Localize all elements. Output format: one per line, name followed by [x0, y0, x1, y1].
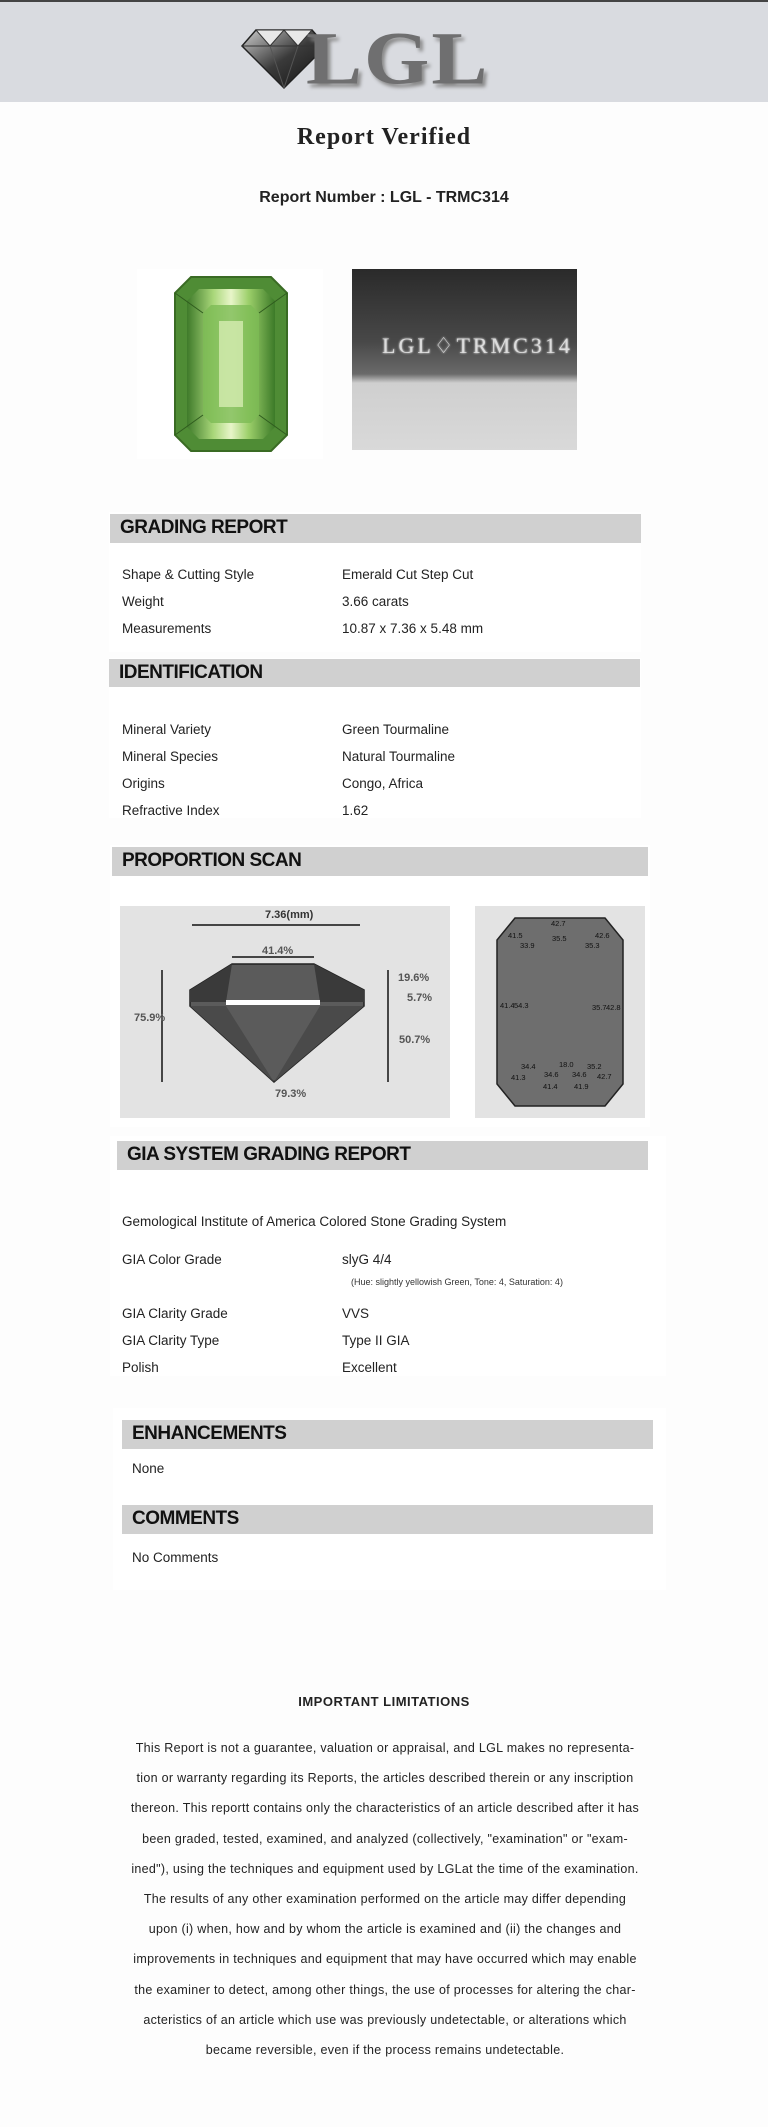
facet-value: 41.9	[574, 1082, 589, 1091]
facet-value: 18.0	[559, 1060, 574, 1069]
row-label: GIA Clarity Grade	[122, 1306, 228, 1321]
facet-value: 34.6	[572, 1070, 587, 1079]
limitations-line: The results of any other examination performed on the article may differ depending	[143, 1892, 627, 1907]
row-value: Excellent	[342, 1360, 397, 1375]
facet-value: 42.6	[595, 931, 610, 940]
enhancements-value: None	[132, 1461, 165, 1476]
row-value: Green Tourmaline	[342, 722, 450, 737]
bottom-label: 79.3%	[275, 1088, 307, 1100]
proportion-scan-header: PROPORTION SCAN	[112, 847, 648, 876]
row-value: 1.62	[342, 803, 369, 818]
grading-report-header: GRADING REPORT	[110, 514, 641, 543]
limitations-line: improvements in techniques and equipment that may have occurred which may enable	[133, 1952, 637, 1967]
row-label: Refractive Index	[122, 803, 220, 818]
facet-value: 41.5	[508, 931, 523, 940]
row-value: VVS	[342, 1306, 370, 1321]
row-value: Natural Tourmaline	[342, 749, 456, 764]
color-grade-note: (Hue: slightly yellowish Green, Tone: 4, Saturation: 4)	[351, 1277, 563, 1287]
limitations-line: been graded, tested, examined, and analyzed (collectively, "examination" or "exam-	[142, 1831, 628, 1846]
limitations-line: the examiner to detect, among other things, the use of processes for altering the char-	[134, 1982, 636, 1997]
facet-value: 34.6	[544, 1070, 559, 1079]
lgl-logo[interactable]	[234, 16, 494, 101]
table-label: 41.4%	[262, 945, 294, 957]
logo-text: LGL	[306, 16, 490, 101]
facet-value: 34.4	[521, 1062, 536, 1071]
facet-value: 42.8	[606, 1003, 621, 1012]
facet-value: 41.4	[500, 1001, 515, 1010]
row-value: Congo, Africa	[342, 776, 424, 791]
row-label: Origins	[122, 776, 165, 791]
limitations-line: upon (i) when, how and by whom the article is examined and (ii) the changes and	[148, 1922, 622, 1937]
facet-value: 42.7	[597, 1072, 612, 1081]
limitations-line: tion or warranty regarding its Reports, the articles described therein or any inscription	[136, 1771, 634, 1786]
row-value: slyG 4/4	[342, 1252, 392, 1267]
facet-value: 42.7	[551, 919, 566, 928]
row-label: Measurements	[122, 621, 212, 636]
row-label: GIA Clarity Type	[122, 1333, 220, 1348]
row-value: 3.66 carats	[342, 594, 409, 609]
width-label: 7.36(mm)	[265, 909, 314, 921]
identification-header: IDENTIFICATION	[109, 659, 640, 687]
inscription-photo	[352, 269, 577, 450]
header-banner	[0, 2, 768, 102]
girdle-label: 5.7%	[407, 992, 433, 1004]
facet-value: 35.2	[587, 1062, 602, 1071]
top-view-diagram	[475, 906, 645, 1118]
limitations-line: thereon. This reportt contains only the characteristics of an article described after it has	[130, 1801, 640, 1816]
report-number: Report Number : LGL - TRMC314	[259, 189, 509, 206]
facet-value: 41.3	[511, 1073, 526, 1082]
pavilion-depth-label: 50.7%	[399, 1034, 431, 1046]
row-label: Weight	[122, 594, 164, 609]
gem-photo	[137, 269, 323, 459]
limitations-line: acteristics of an article which use was previously undetectable, or alterations which	[143, 2012, 627, 2027]
limitations-line: became reversible, even if the process remains undetectable.	[205, 2043, 565, 2058]
comments-header: COMMENTS	[122, 1505, 653, 1534]
limitations-line: ined"), using the techniques and equipment used by LGLat the time of the examination.	[131, 1861, 639, 1876]
limitations-title: IMPORTANT LIMITATIONS	[298, 1694, 470, 1709]
row-label: Mineral Variety	[122, 722, 212, 737]
facet-value: 54.3	[514, 1001, 529, 1010]
row-value: 10.87 x 7.36 x 5.48 mm	[342, 621, 484, 636]
facet-value: 41.4	[543, 1082, 558, 1091]
facet-value: 35.3	[585, 941, 600, 950]
crown-height-label: 19.6%	[398, 972, 430, 984]
row-value: Type II GIA	[342, 1333, 410, 1348]
inscription-text: LGL♢TRMC314	[382, 333, 573, 358]
enhancements-header: ENHANCEMENTS	[122, 1420, 653, 1449]
row-label: Mineral Species	[122, 749, 219, 764]
row-label: GIA Color Grade	[122, 1252, 222, 1267]
comments-value: No Comments	[132, 1550, 219, 1565]
facet-value: 33.9	[520, 941, 535, 950]
profile-diagram	[120, 906, 450, 1118]
page-title: Report Verified	[296, 124, 472, 150]
facet-value: 35.7	[592, 1003, 607, 1012]
row-value: Emerald Cut Step Cut	[342, 567, 474, 582]
limitations-line: This Report is not a guarantee, valuation or appraisal, and LGL makes no representa-	[135, 1741, 635, 1755]
gia-report-header: GIA SYSTEM GRADING REPORT	[117, 1141, 648, 1170]
row-label: Polish	[122, 1360, 159, 1375]
total-depth-label: 75.9%	[134, 1012, 166, 1024]
row-label: Shape & Cutting Style	[122, 567, 255, 582]
facet-value: 35.5	[552, 934, 567, 943]
gia-subtitle: Gemological Institute of America Colored Stone Grading System	[122, 1214, 507, 1229]
limitations-body	[120, 1733, 650, 2065]
